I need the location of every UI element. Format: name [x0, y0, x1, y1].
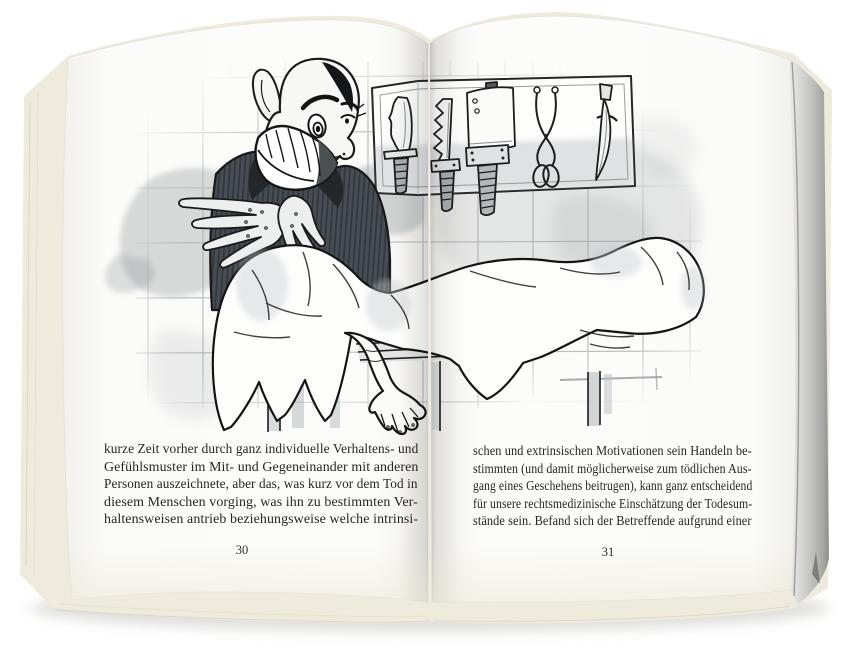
page-number-right: 31 [601, 545, 615, 559]
text-line: Gefühlsmuster im Mit- und Gegeneinander mit anderen [104, 458, 419, 474]
text-line: stimmten (und damit möglicherweise zum tödlichen Aus- [473, 460, 752, 476]
text-line: haltensweisen antrieb beziehungsweise welche intrinsi- [104, 511, 419, 526]
text-line: kurze Zeit vorher durch ganz individuelle Verhaltens- und [104, 441, 419, 456]
text-line: gang eines Geschehens beitrugen), kann ganz entscheidend [473, 478, 753, 493]
text-line: diesem Menschen vorging, was ihn zu bestimmten Ver- [104, 493, 418, 509]
text-line: Personen auszeichnete, aber das, was kurz vor dem Tod in [104, 476, 418, 491]
page-number-left: 30 [235, 543, 249, 557]
text-line: schen und extrinsischen Motivationen sein Handeln be- [473, 443, 752, 458]
right-page-text [473, 442, 752, 530]
left-page-text [104, 440, 418, 528]
text-line: stände sein. Befand sich der Betreffende aufgrund einer [473, 513, 752, 528]
text-line: für unsere rechtsmedizinische Einschätzung der Todesum- [473, 495, 753, 511]
